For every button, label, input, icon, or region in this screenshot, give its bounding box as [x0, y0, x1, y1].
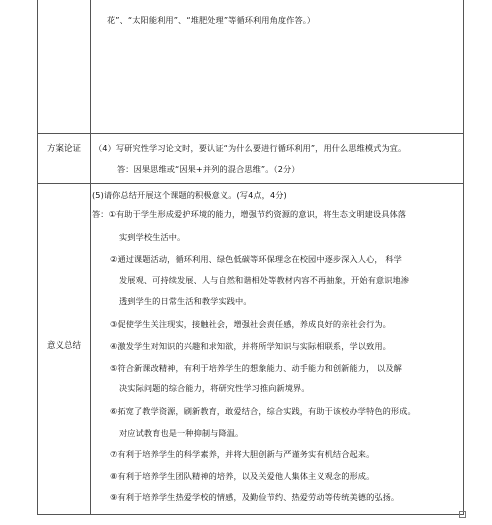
row3-line: 对应试教育也是一种抑制与降温。	[119, 428, 244, 438]
row3-line: 实到学校生活中。	[119, 232, 186, 242]
row3-label: 意义总结	[46, 341, 81, 351]
row3-line: 透到学生的日常生活和教学实践中。	[119, 296, 252, 306]
row3-line: ⑤符合新课改精神，有利于培养学生的想象能力、动手能力和创新能力， 以及解	[110, 363, 402, 373]
row3-line: ②通过课题活动，循环利用、绿色低碳等环保理念在校园中逐步深入人心， 科学	[110, 254, 402, 264]
row3-line: ③促使学生关注现实，接触社会，增强社会责任感，养成良好的亲社会行为。	[110, 319, 391, 329]
table-end-marker	[459, 511, 466, 518]
row1-text: 花”、“太阳能利用”、“堆肥处理”等循环利用角度作答。）	[107, 15, 316, 25]
row3-line: 决实际问题的综合能力，将研究性学习推向新境界。	[119, 383, 310, 393]
row3-line: ⑧有利于培养学生团队精神的培养，以及关爱他人集体主义观念的形成。	[110, 471, 375, 481]
row3-line: ⑦有利于培养学生的科学素养，并将大胆创新与严谨务实有机结合起来。	[110, 449, 375, 459]
row3-line: ④激发学生对知识的兴趣和求知欲，并将所学知识与实际相联系，学以致用。	[110, 341, 391, 351]
row3-line: ⑨有利于培养学生热爱学校的情感，及勤俭节约、热爱劳动等传统美德的弘扬。	[110, 492, 400, 502]
row3-line: 答：①有助于学生形成爱护环境的能力，增强节约资源的意识，将生态文明建设具体落	[92, 209, 407, 219]
row2-label: 方案论证	[46, 144, 81, 154]
document-table	[37, 0, 464, 515]
row3-line: (5)请你总结开展这个课题的积极意义。(写4点，4分)	[92, 190, 287, 200]
row3-line: ⑥拓宽了教学资源，刷新教育，敢爱结合，综合实践，有助于该校办学特色的形成。	[110, 406, 416, 416]
row2-line2: 答：因果思维或“因果+并列的混合思维”。（2分）	[117, 164, 300, 174]
row-divider	[38, 133, 463, 134]
row3-line: 发展观、可持续发展、人与自然和谐相处等教材内容不再抽象，开始有意识地渗	[119, 275, 410, 285]
row2-line1: （4）写研究性学习论文时，要认证“为什么要进行循环利用”，用什么思维模式为宜。	[94, 143, 407, 153]
column-divider	[90, 0, 91, 514]
row-divider	[38, 183, 463, 184]
